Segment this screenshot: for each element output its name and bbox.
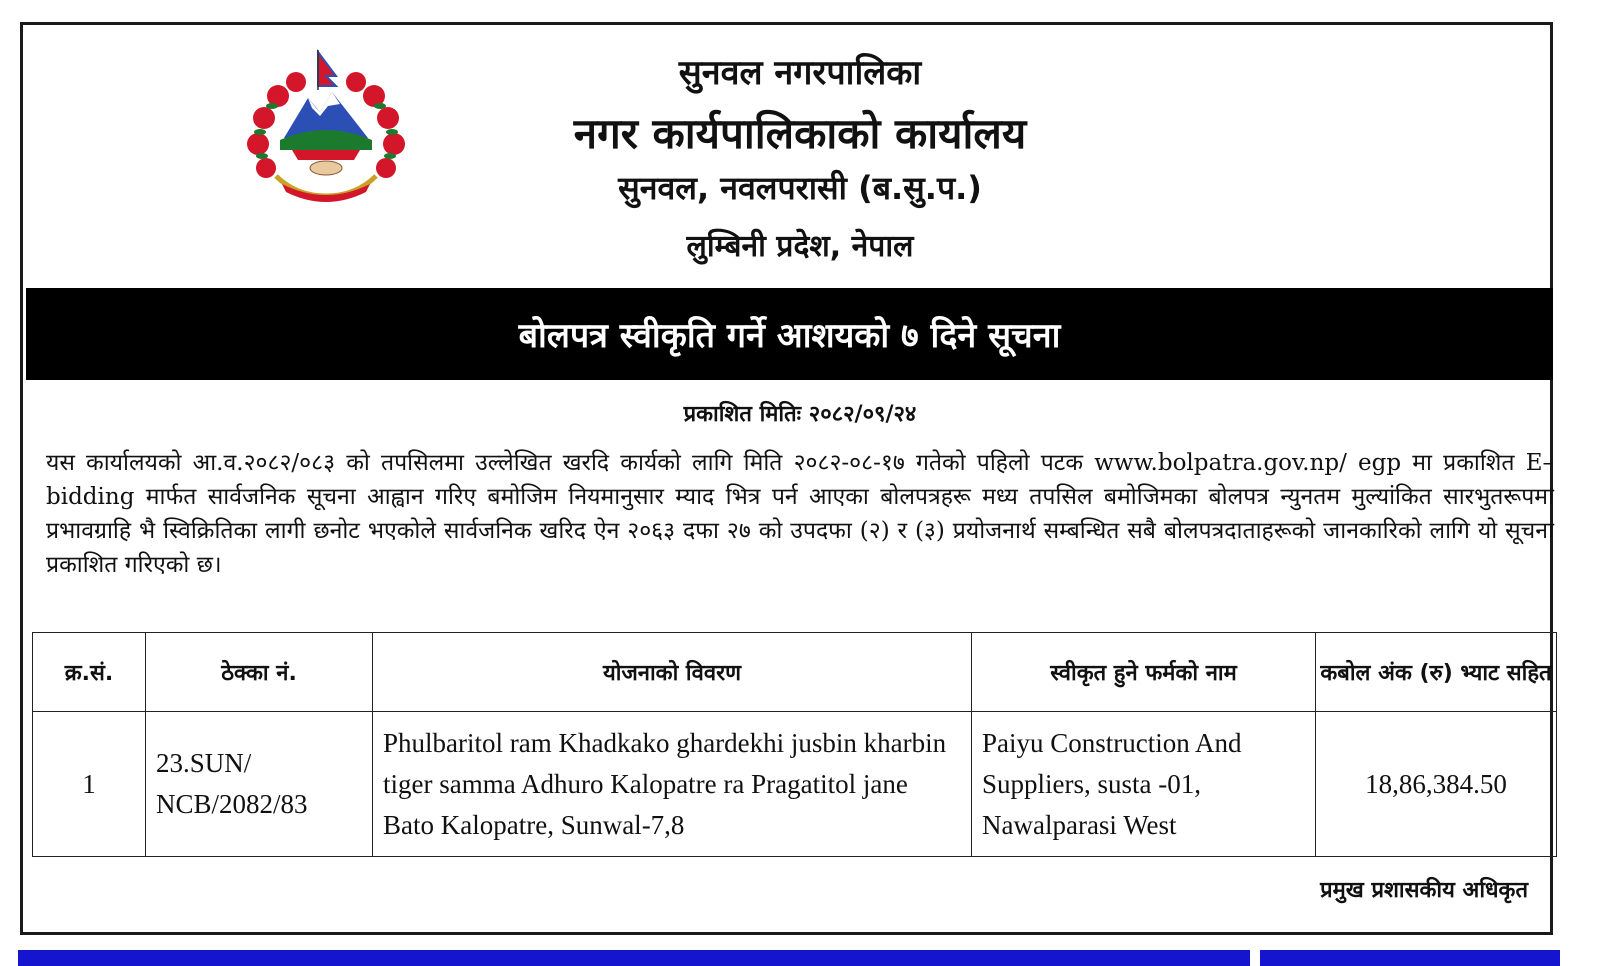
published-date: प्रकाशित मितिः २०८२/०९/२४: [683, 402, 917, 427]
cell-description: Phulbaritol ram Khadkako ghardekhi jusbin kharbin tiger samma Adhuro Kalopatre ra Pragatitol jane Bato Kalopatre, Sunwal-7,8: [373, 712, 972, 857]
footer-bar-right: [1260, 950, 1560, 966]
table-header-row: [33, 633, 1557, 712]
header-amount: कबोल अंक (रु) भ्याट सहित: [1316, 633, 1557, 712]
municipality-name: सुनवल नगरपालिका: [678, 53, 922, 93]
notice-title-banner: [26, 288, 1553, 380]
footer-bar-left: [18, 950, 1250, 966]
office-name: नगर कार्यपालिकाको कार्यालय: [573, 109, 1027, 158]
signature-title: प्रमुख प्रशासकीय अधिकृत: [1320, 878, 1528, 903]
table-row: [33, 712, 1557, 857]
province-country: लुम्बिनी प्रदेश, नेपाल: [686, 229, 914, 264]
cell-firm: Paiyu Construction And Suppliers, susta -01, Nawalparasi West: [972, 712, 1316, 857]
header-firm: स्वीकृत हुने फर्मको नाम: [972, 633, 1316, 712]
cell-amount: 18,86,384.50: [1316, 712, 1557, 857]
header-sn: क्र.सं.: [33, 633, 146, 712]
header-contract-no: ठेक्का नं.: [146, 633, 373, 712]
notice-title: बोलपत्र स्वीकृति गर्ने आशयको ७ दिने सूचना: [518, 316, 1061, 356]
cell-contract-no: 23.SUN/ NCB/2082/83: [146, 712, 373, 857]
cell-sn: 1: [33, 712, 146, 857]
award-table: [32, 632, 1557, 857]
header-description: योजनाको विवरण: [373, 633, 972, 712]
notice-body: यस कार्यालयको आ.व.२०८२/०८३ को तपसिलमा उल्लेखित खरदि कार्यको लागि मिति २०८२-०८-१७ गतेको पहिलो पटक www.bolpatra.gov.np/ egp मा प्रकाशित E–bidding मार्फत सार्वजनिक सूचना आह्वान गरिए बमोजिम नियमानुसार म्याद भित्र पर्न आएका बोलपत्रहरू मध्य तपसिल बमोजिमका बोलपत्र न्युनतम मुल्यांकित सारभुतरूपमा प्रभावग्राहि भै स्विक्रितिका लागी छनोट भएकोले सार्वजनिक खरिद ऐन २०६३ दफा २७ को उपदफा (२) र (३) प्रयोजनार्थ सम्बन्धित सबै बोलपत्रदाताहरूको जानकारिको लागि यो सूचना प्रकाशित गरिएको छ।: [46, 450, 1554, 578]
office-address: सुनवल, नवलपरासी (ब.सु.प.): [618, 169, 982, 207]
